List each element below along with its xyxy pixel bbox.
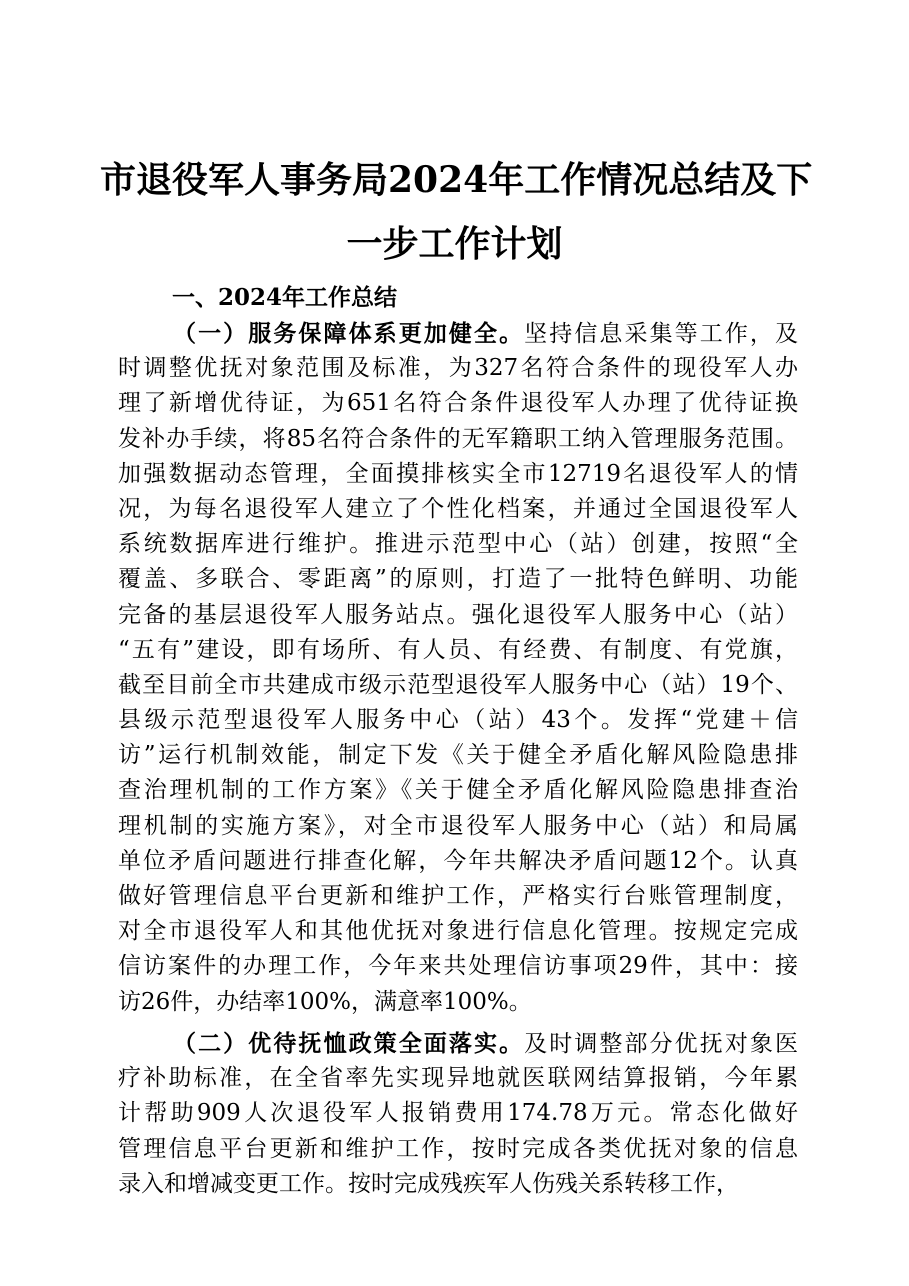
section-2-lead: （二）优待抚恤政策全面落实。: [173, 1030, 525, 1057]
section-2-paragraph: [118, 1026, 798, 1202]
section-heading-summary: 一、2024年工作总结: [172, 284, 398, 311]
paragraph-line: 发补办手续，将85名符合条件的无军籍职工纳入管理服务范围。: [118, 425, 798, 452]
document-title-line-2: 一步工作计划: [346, 223, 563, 265]
paragraph-line: 信访案件的办理工作，今年来共处理信访事项29件，其中：接: [118, 953, 798, 980]
paragraph-line: 做好管理信息平台更新和维护工作，严格实行台账管理制度，: [118, 883, 798, 909]
paragraph-line: 录入和增减变更工作。按时完成残疾军人伤残关系转移工作，: [118, 1170, 739, 1197]
paragraph-line: 访”运行机制效能，制定下发《关于健全矛盾化解风险隐患排: [118, 742, 798, 769]
paragraph-line: 管理信息平台更新和维护工作，按时完成各类优抚对象的信息: [118, 1135, 798, 1162]
paragraph-line: 截至目前全市共建成市级示范型退役军人服务中心（站）19个、: [118, 671, 798, 698]
document-title-line-1: 市退役军人事务局2024年工作情况总结及下: [100, 159, 813, 201]
paragraph-line: 对全市退役军人和其他优抚对象进行信息化管理。按规定完成: [118, 918, 798, 945]
paragraph-line: [118, 1026, 798, 1061]
paragraph-line: 完备的基层退役军人服务站点。强化退役军人服务中心（站）: [118, 601, 798, 628]
paragraph-line: 覆盖、多联合、零距离”的原则，打造了一批特色鲜明、功能: [118, 566, 798, 593]
paragraph-line: 系统数据库进行维护。推进示范型中心（站）创建，按照“全: [118, 531, 798, 558]
paragraph-line-text: 坚持信息采集等工作，及: [524, 321, 798, 347]
paragraph-line: 县级示范型退役军人服务中心（站）43个。发挥“党建＋信: [118, 707, 798, 734]
paragraph-line: 访26件，办结率100%，满意率100%。: [118, 988, 532, 1015]
paragraph-line: 理机制的实施方案》，对全市退役军人服务中心（站）和局属: [118, 812, 798, 839]
paragraph-line: 单位矛盾问题进行排查化解，今年共解决矛盾问题12个。认真: [118, 847, 798, 874]
paragraph-line: 时调整优抚对象范围及标准，为327名符合条件的现役军人办: [118, 355, 798, 382]
paragraph-line: “五有”建设，即有场所、有人员、有经费、有制度、有党旗，: [118, 636, 798, 663]
paragraph-line: 加强数据动态管理，全面摸排核实全市12719名退役军人的情: [118, 460, 798, 487]
paragraph-line: 理了新增优待证，为651名符合条件退役军人办理了优待证换: [118, 390, 798, 417]
section-1-paragraph: [118, 316, 798, 1020]
paragraph-line: [118, 316, 798, 351]
section-1-lead: （一）服务保障体系更加健全。: [173, 320, 525, 347]
paragraph-line: 况，为每名退役军人建立了个性化档案，并通过全国退役军人: [118, 495, 798, 522]
paragraph-line: 疗补助标准，在全省率先实现异地就医联网结算报销，今年累: [118, 1065, 798, 1092]
paragraph-line-text: 及时调整部分优抚对象医: [524, 1031, 798, 1057]
paragraph-line: 查治理机制的工作方案》《关于健全矛盾化解风险隐患排查治: [118, 777, 798, 804]
paragraph-line: 计帮助909人次退役军人报销费用174.78万元。常态化做好: [118, 1100, 798, 1127]
